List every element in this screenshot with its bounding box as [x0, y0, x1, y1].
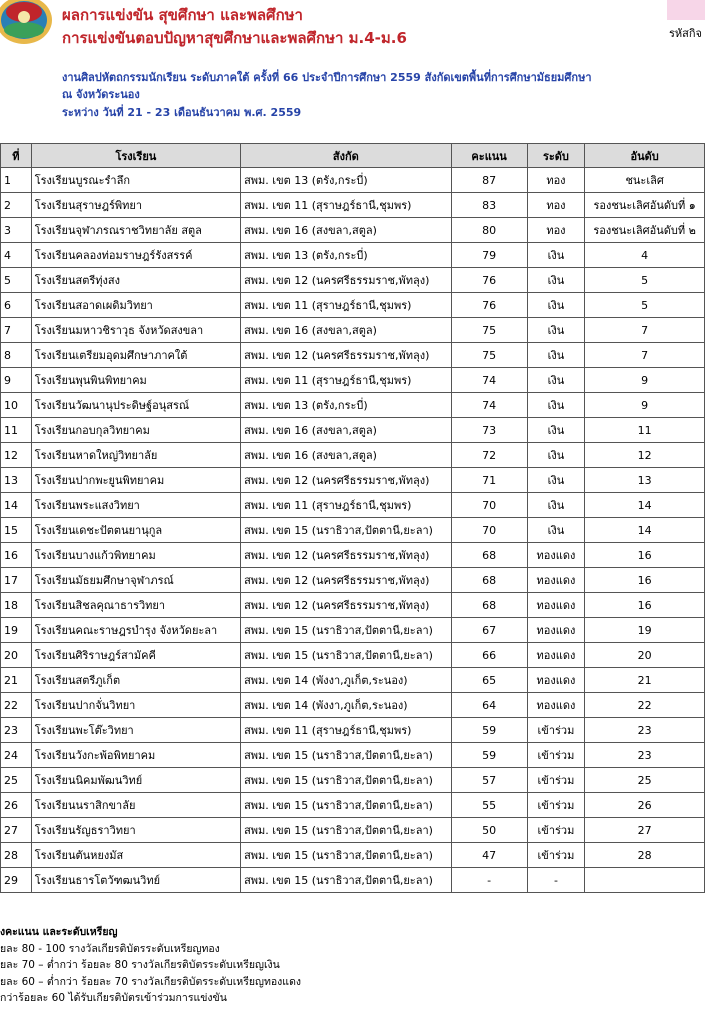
row-number: 13 — [1, 468, 32, 493]
medal-level: เข้าร่วม — [527, 718, 585, 743]
affiliation: สพม. เขต 15 (นราธิวาส,ปัตตานี,ยะลา) — [241, 818, 452, 843]
table-row — [1, 818, 705, 843]
score: 76 — [451, 293, 527, 318]
medal-level: ทอง — [527, 218, 585, 243]
row-number: 22 — [1, 693, 32, 718]
school-name: โรงเรียนสิชลคุณาธารวิทยา — [31, 593, 240, 618]
affiliation: สพม. เขต 16 (สงขลา,สตูล) — [241, 443, 452, 468]
affiliation: สพม. เขต 11 (สุราษฎร์ธานี,ชุมพร) — [241, 293, 452, 318]
score: 70 — [451, 493, 527, 518]
row-number: 29 — [1, 868, 32, 893]
row-number: 7 — [1, 318, 32, 343]
header-affiliation: สังกัด — [241, 144, 452, 168]
table-row — [1, 768, 705, 793]
row-number: 27 — [1, 818, 32, 843]
medal-level: ทอง — [527, 193, 585, 218]
row-number: 15 — [1, 518, 32, 543]
table-row — [1, 743, 705, 768]
affiliation: สพม. เขต 12 (นครศรีธรรมราช,พัทลุง) — [241, 468, 452, 493]
rank: รองชนะเลิศอันดับที่ ๑ — [585, 193, 705, 218]
affiliation: สพม. เขต 11 (สุราษฎร์ธานี,ชุมพร) — [241, 193, 452, 218]
medal-level: เงิน — [527, 443, 585, 468]
medal-level: เงิน — [527, 368, 585, 393]
affiliation: สพม. เขต 12 (นครศรีธรรมราช,พัทลุง) — [241, 568, 452, 593]
scoring-legend — [0, 924, 301, 1007]
medal-level: เงิน — [527, 268, 585, 293]
score: 59 — [451, 718, 527, 743]
medal-level: เงิน — [527, 493, 585, 518]
row-number: 19 — [1, 618, 32, 643]
legend-heading: งคะแนน และระดับเหรียญ — [0, 926, 118, 938]
rank: ชนะเลิศ — [585, 168, 705, 193]
score: 59 — [451, 743, 527, 768]
school-name: โรงเรียนบูรณะรำลึก — [31, 168, 240, 193]
score: 75 — [451, 318, 527, 343]
header-level: ระดับ — [527, 144, 585, 168]
rank: รองชนะเลิศอันดับที่ ๒ — [585, 218, 705, 243]
row-number: 1 — [1, 168, 32, 193]
row-number: 12 — [1, 443, 32, 468]
medal-level: ทองแดง — [527, 693, 585, 718]
rank: 19 — [585, 618, 705, 643]
score: 74 — [451, 393, 527, 418]
rank: 16 — [585, 543, 705, 568]
table-row — [1, 468, 705, 493]
highlight-box — [667, 0, 705, 20]
affiliation: สพม. เขต 15 (นราธิวาส,ปัตตานี,ยะลา) — [241, 868, 452, 893]
table-row — [1, 668, 705, 693]
affiliation: สพม. เขต 13 (ตรัง,กระบี่) — [241, 243, 452, 268]
table-row — [1, 268, 705, 293]
score: 67 — [451, 618, 527, 643]
school-name: โรงเรียนตันหยงมัส — [31, 843, 240, 868]
medal-level: เงิน — [527, 518, 585, 543]
affiliation: สพม. เขต 15 (นราธิวาส,ปัตตานี,ยะลา) — [241, 618, 452, 643]
rank: 23 — [585, 743, 705, 768]
medal-level: ทองแดง — [527, 593, 585, 618]
school-name: โรงเรียนกอบกุลวิทยาคม — [31, 418, 240, 443]
rank: 12 — [585, 443, 705, 468]
row-number: 17 — [1, 568, 32, 593]
school-name: โรงเรียนคณะราษฎรบำรุง จังหวัดยะลา — [31, 618, 240, 643]
rank: 26 — [585, 793, 705, 818]
header-no: ที่ — [1, 144, 32, 168]
table-row — [1, 618, 705, 643]
competition-title: การแข่งขันตอบปัญหาสุขศึกษาและพลศึกษา ม.4-ม.6 — [62, 29, 407, 47]
header-rank: อันดับ — [585, 144, 705, 168]
medal-level: ทองแดง — [527, 618, 585, 643]
rank: 25 — [585, 768, 705, 793]
row-number: 9 — [1, 368, 32, 393]
score: 64 — [451, 693, 527, 718]
score: 73 — [451, 418, 527, 443]
medal-level: เข้าร่วม — [527, 818, 585, 843]
rank: 7 — [585, 343, 705, 368]
table-row — [1, 393, 705, 418]
rank: 20 — [585, 643, 705, 668]
affiliation: สพม. เขต 11 (สุราษฎร์ธานี,ชุมพร) — [241, 718, 452, 743]
affiliation: สพม. เขต 16 (สงขลา,สตูล) — [241, 318, 452, 343]
school-name: โรงเรียนปากพะยูนพิทยาคม — [31, 468, 240, 493]
table-row — [1, 543, 705, 568]
rank: 28 — [585, 843, 705, 868]
table-row — [1, 493, 705, 518]
event-dates: ระหว่าง วันที่ 21 - 23 เดือนธันวาคม พ.ศ. 2559 — [62, 106, 302, 119]
table-row — [1, 793, 705, 818]
medal-level: เงิน — [527, 343, 585, 368]
score: 80 — [451, 218, 527, 243]
score: 65 — [451, 668, 527, 693]
score: 76 — [451, 268, 527, 293]
affiliation: สพม. เขต 15 (นราธิวาส,ปัตตานี,ยะลา) — [241, 518, 452, 543]
table-row — [1, 343, 705, 368]
school-name: โรงเรียนพระแสงวิทยา — [31, 493, 240, 518]
table-row — [1, 843, 705, 868]
affiliation: สพม. เขต 12 (นครศรีธรรมราช,พัทลุง) — [241, 268, 452, 293]
rank: 13 — [585, 468, 705, 493]
table-row — [1, 643, 705, 668]
table-row — [1, 693, 705, 718]
medal-level: เข้าร่วม — [527, 743, 585, 768]
table-row — [1, 193, 705, 218]
school-name: โรงเรียนปากจั่นวิทยา — [31, 693, 240, 718]
legend-line: ยละ 60 – ต่ำกว่า ร้อยละ 70 รางวัลเกียรติบัตรระดับเหรียญทองแดง — [0, 975, 302, 988]
medal-level: เงิน — [527, 293, 585, 318]
affiliation: สพม. เขต 14 (พังงา,ภูเก็ต,ระนอง) — [241, 693, 452, 718]
medal-level: เงิน — [527, 393, 585, 418]
school-name: โรงเรียนวัฒนานุประดิษฐ์อนุสรณ์ — [31, 393, 240, 418]
medal-level: ทองแดง — [527, 543, 585, 568]
medal-level: เข้าร่วม — [527, 793, 585, 818]
rank: 22 — [585, 693, 705, 718]
school-name: โรงเรียนธารโตวัฑฒนวิทย์ — [31, 868, 240, 893]
affiliation: สพม. เขต 13 (ตรัง,กระบี่) — [241, 168, 452, 193]
affiliation: สพม. เขต 12 (นครศรีธรรมราช,พัทลุง) — [241, 343, 452, 368]
score: 55 — [451, 793, 527, 818]
medal-level: เงิน — [527, 243, 585, 268]
row-number: 8 — [1, 343, 32, 368]
rank: 16 — [585, 593, 705, 618]
row-number: 6 — [1, 293, 32, 318]
event-description: งานศิลปหัตถกรรมนักเรียน ระดับภาคใต้ ครั้งที่ 66 ประจำปีการศึกษา 2559 สังกัดเขตพื้นที่การศึกษามัธยมศึกษา — [62, 71, 592, 84]
row-number: 10 — [1, 393, 32, 418]
medal-level: เข้าร่วม — [527, 768, 585, 793]
results-table — [0, 143, 705, 893]
school-name: โรงเรียนพุนพินพิทยาคม — [31, 368, 240, 393]
affiliation: สพม. เขต 15 (นราธิวาส,ปัตตานี,ยะลา) — [241, 743, 452, 768]
row-number: 18 — [1, 593, 32, 618]
row-number: 3 — [1, 218, 32, 243]
rank: 14 — [585, 493, 705, 518]
rank: 5 — [585, 268, 705, 293]
school-name: โรงเรียนสอาดเผดิมวิทยา — [31, 293, 240, 318]
affiliation: สพม. เขต 11 (สุราษฎร์ธานี,ชุมพร) — [241, 368, 452, 393]
table-row — [1, 368, 705, 393]
medal-level: - — [527, 868, 585, 893]
table-row — [1, 318, 705, 343]
competition-logo-icon — [0, 0, 54, 46]
school-name: โรงเรียนหาดใหญ่วิทยาลัย — [31, 443, 240, 468]
row-number: 21 — [1, 668, 32, 693]
row-number: 26 — [1, 793, 32, 818]
table-row — [1, 293, 705, 318]
medal-level: เงิน — [527, 418, 585, 443]
medal-level: ทอง — [527, 168, 585, 193]
rank: 27 — [585, 818, 705, 843]
row-number: 23 — [1, 718, 32, 743]
rank: 14 — [585, 518, 705, 543]
score: 74 — [451, 368, 527, 393]
medal-level: ทองแดง — [527, 668, 585, 693]
rank: 4 — [585, 243, 705, 268]
rank: 16 — [585, 568, 705, 593]
score: 68 — [451, 543, 527, 568]
table-row — [1, 568, 705, 593]
school-name: โรงเรียนมหาวชิราวุธ จังหวัดสงขลา — [31, 318, 240, 343]
score: 83 — [451, 193, 527, 218]
school-name: โรงเรียนจุฬาภรณราชวิทยาลัย สตูล — [31, 218, 240, 243]
table-row — [1, 518, 705, 543]
score: 70 — [451, 518, 527, 543]
school-name: โรงเรียนมัธยมศึกษาจุฬาภรณ์ — [31, 568, 240, 593]
header-score: คะแนน — [451, 144, 527, 168]
row-number: 4 — [1, 243, 32, 268]
row-number: 24 — [1, 743, 32, 768]
score: 47 — [451, 843, 527, 868]
legend-line: ยละ 70 – ต่ำกว่า ร้อยละ 80 รางวัลเกียรติบัตรระดับเหรียญเงิน — [0, 959, 280, 971]
table-row — [1, 443, 705, 468]
rank: 9 — [585, 393, 705, 418]
rank — [585, 868, 705, 893]
score: 75 — [451, 343, 527, 368]
affiliation: สพม. เขต 15 (นราธิวาส,ปัตตานี,ยะลา) — [241, 843, 452, 868]
rank: 21 — [585, 668, 705, 693]
table-row — [1, 243, 705, 268]
rank: 5 — [585, 293, 705, 318]
row-number: 25 — [1, 768, 32, 793]
activity-code-label: รหัสกิจ — [669, 27, 702, 40]
table-row — [1, 593, 705, 618]
score: 57 — [451, 768, 527, 793]
school-name: โรงเรียนรัญธราวิทยา — [31, 818, 240, 843]
school-name: โรงเรียนวังกะพ้อพิทยาคม — [31, 743, 240, 768]
medal-level: เข้าร่วม — [527, 843, 585, 868]
row-number: 14 — [1, 493, 32, 518]
affiliation: สพม. เขต 15 (นราธิวาส,ปัตตานี,ยะลา) — [241, 768, 452, 793]
score: - — [451, 868, 527, 893]
table-row — [1, 868, 705, 893]
affiliation: สพม. เขต 12 (นครศรีธรรมราช,พัทลุง) — [241, 593, 452, 618]
legend-line: กว่าร้อยละ 60 ได้รับเกียรติบัตรเข้าร่วมการแข่งขัน — [0, 992, 227, 1004]
school-name: โรงเรียนบางแก้วพิทยาคม — [31, 543, 240, 568]
school-name: โรงเรียนศิริราษฎร์สามัคคี — [31, 643, 240, 668]
affiliation: สพม. เขต 15 (นราธิวาส,ปัตตานี,ยะลา) — [241, 643, 452, 668]
row-number: 11 — [1, 418, 32, 443]
score: 68 — [451, 568, 527, 593]
score: 71 — [451, 468, 527, 493]
score: 72 — [451, 443, 527, 468]
school-name: โรงเรียนพะโต๊ะวิทยา — [31, 718, 240, 743]
school-name: โรงเรียนคลองท่อมราษฎร์รังสรรค์ — [31, 243, 240, 268]
medal-level: ทองแดง — [527, 568, 585, 593]
table-header-row — [1, 144, 705, 168]
event-location: ณ จังหวัดระนอง — [62, 88, 140, 101]
affiliation: สพม. เขต 16 (สงขลา,สตูล) — [241, 418, 452, 443]
medal-level: เงิน — [527, 468, 585, 493]
rank: 11 — [585, 418, 705, 443]
page-title: ผลการแข่งขัน สุขศึกษา และพลศึกษา — [62, 6, 303, 24]
school-name: โรงเรียนเตรียมอุดมศึกษาภาคใต้ — [31, 343, 240, 368]
header-school: โรงเรียน — [31, 144, 240, 168]
rank: 9 — [585, 368, 705, 393]
row-number: 5 — [1, 268, 32, 293]
affiliation: สพม. เขต 12 (นครศรีธรรมราช,พัทลุง) — [241, 543, 452, 568]
score: 87 — [451, 168, 527, 193]
row-number: 2 — [1, 193, 32, 218]
legend-line: ยละ 80 - 100 รางวัลเกียรติบัตรระดับเหรียญทอง — [0, 942, 220, 955]
school-name: โรงเรียนสตรีทุ่งสง — [31, 268, 240, 293]
school-name: โรงเรียนสุราษฎร์พิทยา — [31, 193, 240, 218]
score: 79 — [451, 243, 527, 268]
school-name: โรงเรียนเดชะปัตตนยานุกูล — [31, 518, 240, 543]
affiliation: สพม. เขต 11 (สุราษฎร์ธานี,ชุมพร) — [241, 493, 452, 518]
score: 66 — [451, 643, 527, 668]
school-name: โรงเรียนนิคมพัฒนวิทย์ — [31, 768, 240, 793]
row-number: 16 — [1, 543, 32, 568]
table-row — [1, 418, 705, 443]
rank: 7 — [585, 318, 705, 343]
medal-level: เงิน — [527, 318, 585, 343]
affiliation: สพม. เขต 16 (สงขลา,สตูล) — [241, 218, 452, 243]
rank: 23 — [585, 718, 705, 743]
medal-level: ทองแดง — [527, 643, 585, 668]
table-row — [1, 168, 705, 193]
affiliation: สพม. เขต 13 (ตรัง,กระบี่) — [241, 393, 452, 418]
row-number: 28 — [1, 843, 32, 868]
table-row — [1, 218, 705, 243]
affiliation: สพม. เขต 14 (พังงา,ภูเก็ต,ระนอง) — [241, 668, 452, 693]
school-name: โรงเรียนสตรีภูเก็ต — [31, 668, 240, 693]
affiliation: สพม. เขต 15 (นราธิวาส,ปัตตานี,ยะลา) — [241, 793, 452, 818]
row-number: 20 — [1, 643, 32, 668]
score: 68 — [451, 593, 527, 618]
table-row — [1, 718, 705, 743]
school-name: โรงเรียนนราสิกขาลัย — [31, 793, 240, 818]
score: 50 — [451, 818, 527, 843]
